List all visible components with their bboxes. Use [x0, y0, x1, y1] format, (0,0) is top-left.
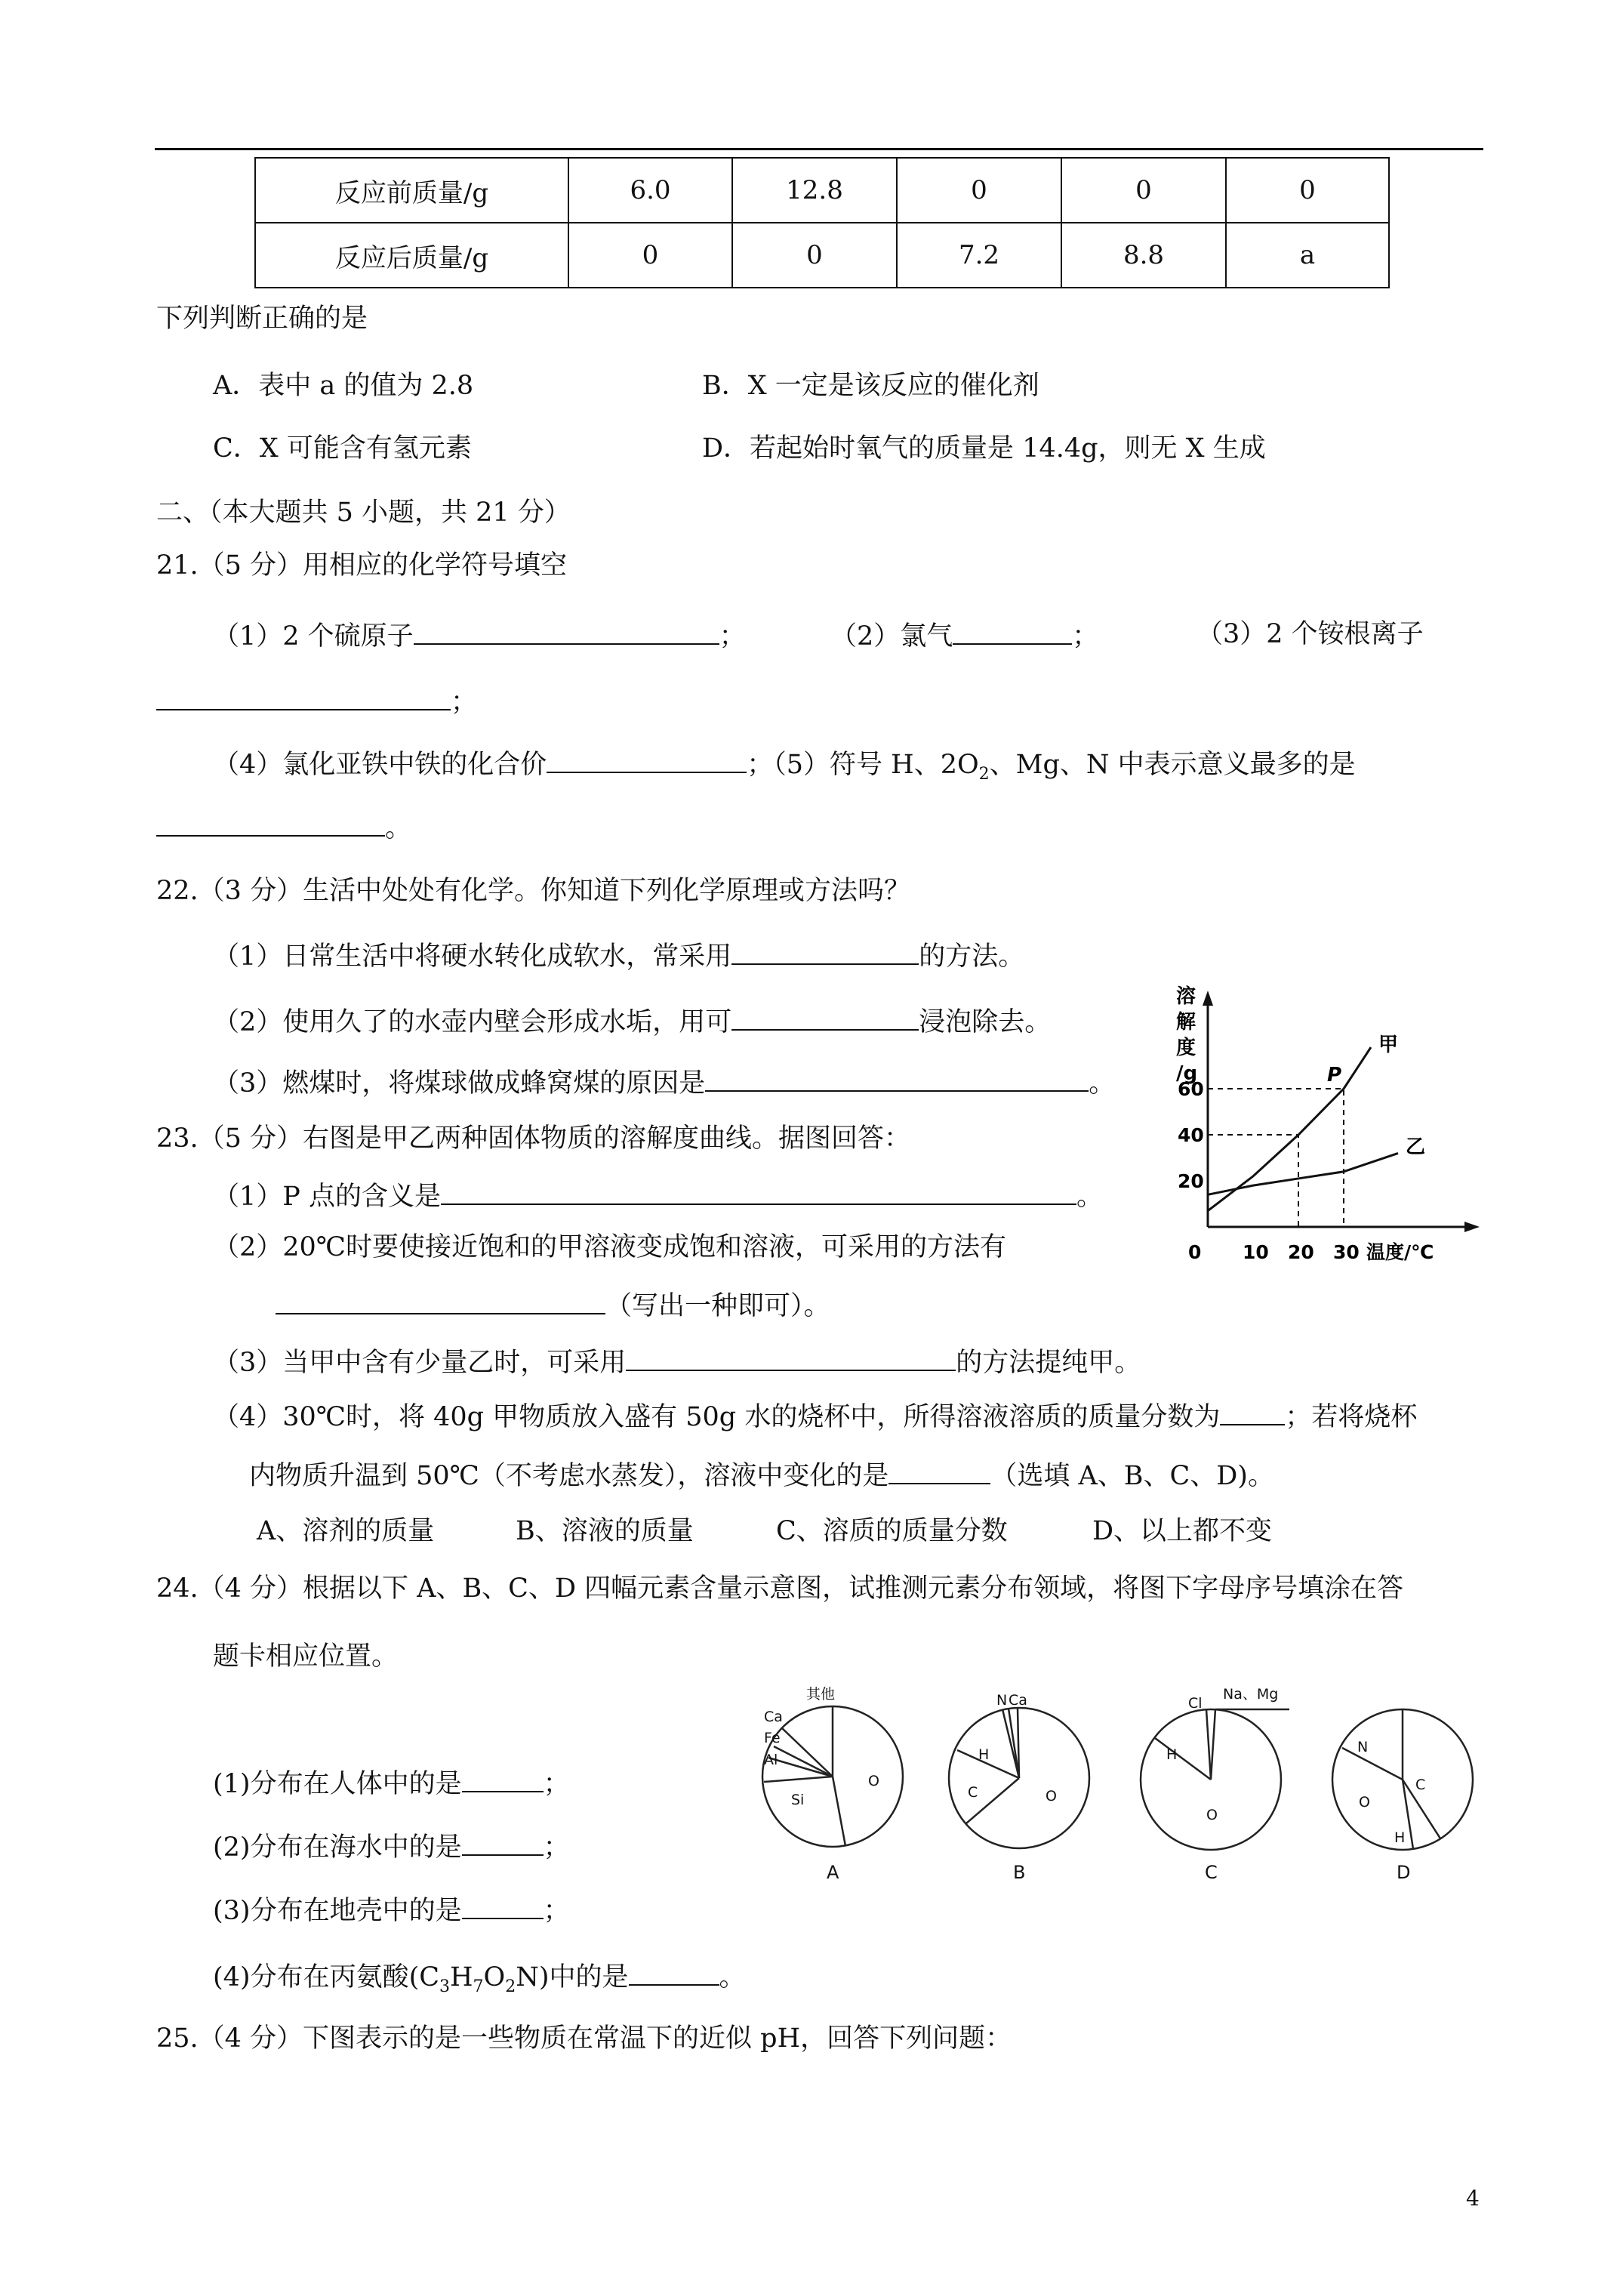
q23-part4: （4）30℃时，将 40g 甲物质放入盛有 50g 水的烧杯中，所得溶液溶质的质量分数为 [213, 1402, 1221, 1432]
pie-label: O [868, 1773, 879, 1789]
answer-blank[interactable] [276, 1287, 605, 1314]
q21-part1: （1）2 个硫原子 [213, 621, 414, 652]
q21-part5b: 、Mg、N 中表示意义最多的是 [989, 750, 1356, 780]
pie-label: C [968, 1784, 978, 1801]
q24-part4-o: O [483, 1962, 506, 1992]
answer-blank[interactable] [953, 618, 1072, 645]
series-label: 乙 [1406, 1136, 1426, 1159]
q23-part1b: 。 [1076, 1182, 1103, 1212]
q22-line2 [213, 1003, 1051, 1039]
q23-option-d: D、以上都不变 [1092, 1516, 1273, 1546]
y-axis-label: 解 [1176, 1011, 1196, 1034]
y-axis-arrow [1203, 991, 1213, 1006]
q23-line2b [276, 1287, 830, 1323]
question-stem: 下列判断正确的是 [156, 304, 368, 334]
x-axis-label: 温度/℃ [1366, 1241, 1434, 1263]
mass-table [254, 157, 1390, 288]
q22-part2b: 浸泡除去。 [919, 1007, 1052, 1037]
question-24-title: 24.（4 分）根据以下 A、B、C、D 四幅元素含量示意图，试推测元素分布领域，将图下字母序号填涂在答 [156, 1573, 1404, 1604]
pie-label: Si [791, 1792, 805, 1808]
table-cell: 0 [1226, 158, 1389, 223]
question-24-title2: 题卡相应位置。 [213, 1641, 399, 1672]
answer-blank[interactable] [414, 618, 719, 645]
pie-label: Fe [764, 1730, 781, 1746]
option-c: C．X 可能含有氢元素 [213, 433, 472, 464]
pie-label: Ca [1009, 1692, 1027, 1709]
pie-label: H [1166, 1746, 1178, 1763]
section-heading: 二、（本大题共 5 小题，共 21 分） [156, 498, 571, 528]
table-cell: 6.0 [568, 158, 732, 223]
q23-part1: （1）P 点的含义是 [213, 1182, 441, 1212]
q23-part4b: ；若将烧杯 [1285, 1402, 1418, 1432]
q24-line2 [213, 1829, 570, 1864]
q23-option-b: B、溶液的质量 [516, 1516, 694, 1546]
answer-blank[interactable] [888, 1457, 990, 1484]
q22-part1: （1）日常生活中将硬水转化成软水，常采用 [213, 942, 732, 972]
subscript: 3 [439, 1977, 451, 1996]
q23-part4d: （选填 A、B、C、D)。 [990, 1461, 1274, 1491]
q24-line3 [213, 1892, 570, 1928]
y-tick-label: 60 [1178, 1078, 1204, 1100]
answer-blank[interactable] [462, 1892, 544, 1919]
y-axis-label: /g [1176, 1062, 1198, 1085]
answer-blank[interactable] [705, 1065, 1089, 1092]
table-cell: 0 [897, 158, 1061, 223]
x-axis-arrow [1464, 1222, 1480, 1232]
answer-blank[interactable] [462, 1829, 544, 1856]
q23-line5 [249, 1457, 1274, 1493]
q21-line1b [830, 618, 1098, 653]
answer-blank[interactable] [626, 1344, 956, 1371]
solubility-chart [1155, 982, 1495, 1284]
q23-line3 [213, 1344, 1141, 1379]
q21-part5: ；（5）符号 H、2O [747, 750, 979, 780]
q21-line2 [156, 683, 477, 719]
q23-line4 [213, 1398, 1417, 1434]
punctuation: ； [1072, 621, 1099, 652]
pie-label: N [996, 1692, 1008, 1709]
q24-part4: (4)分布在丙氨酸(C [213, 1962, 440, 1992]
q21-line3 [213, 746, 1356, 791]
pie-label: N [1357, 1739, 1369, 1755]
punctuation: ； [451, 687, 478, 717]
answer-blank[interactable] [1220, 1398, 1285, 1425]
pie-label: Cl [1188, 1695, 1203, 1712]
question-21-title: 21.（5 分）用相应的化学符号填空 [156, 550, 568, 581]
punctuation: ； [543, 1769, 570, 1799]
q21-line1 [213, 618, 746, 653]
series-label: 甲 [1378, 1034, 1399, 1057]
q22-line3 [213, 1065, 1115, 1100]
pie-caption: A [827, 1862, 839, 1883]
page-number: 4 [1466, 2186, 1480, 2211]
q23-part3b: 的方法提纯甲。 [956, 1348, 1141, 1378]
q24-part1: (1)分布在人体中的是 [213, 1769, 462, 1799]
series-yi-curve [1208, 1153, 1398, 1194]
pie-label: Na、Mg [1223, 1686, 1279, 1703]
answer-blank[interactable] [441, 1178, 1076, 1205]
x-tick-label: 20 [1288, 1241, 1314, 1263]
table-cell: 12.8 [732, 158, 897, 223]
series-jia-curve [1208, 1047, 1371, 1211]
subscript: 7 [473, 1977, 484, 1996]
x-tick-label: 10 [1243, 1241, 1269, 1263]
pie-label: O [1359, 1794, 1370, 1811]
table-cell: 0 [1061, 158, 1226, 223]
pie-label: O [1206, 1807, 1218, 1823]
y-tick-label: 20 [1178, 1170, 1204, 1192]
pie-caption: C [1205, 1862, 1218, 1883]
punctuation: ； [543, 1896, 570, 1926]
answer-blank[interactable] [156, 683, 451, 710]
pie-label: C [1415, 1777, 1426, 1793]
pie-label: Ca [764, 1709, 783, 1725]
q23-part3: （3）当甲中含有少量乙时，可采用 [213, 1348, 627, 1378]
punctuation: ； [543, 1832, 570, 1863]
subscript: 2 [505, 1977, 516, 1996]
option-a: A．表中 a 的值为 2.8 [213, 371, 474, 401]
answer-blank[interactable] [156, 809, 385, 837]
table-cell: 反应后质量/g [255, 223, 568, 288]
q24-part3: (3)分布在地壳中的是 [213, 1896, 462, 1926]
q22-part2: （2）使用久了的水壶内壁会形成水垢，用可 [213, 1007, 732, 1037]
q24-part4-h: H [450, 1962, 473, 1992]
q24-line1 [213, 1765, 570, 1801]
q24-part4b: N)中的是 [516, 1962, 629, 1992]
pie-caption: D [1397, 1862, 1411, 1883]
answer-blank[interactable] [547, 746, 747, 773]
pie-label: H [978, 1746, 990, 1763]
q23-part2: （2）20℃时要使接近饱和的甲溶液变成饱和溶液，可采用的方法有 [213, 1232, 1006, 1262]
q23-part2b: （写出一种即可）。 [605, 1291, 830, 1321]
answer-blank[interactable] [462, 1765, 544, 1792]
q21-part4: （4）氯化亚铁中铁的化合价 [213, 750, 547, 780]
option-b: B．X 一定是该反应的催化剂 [702, 371, 1039, 401]
table-cell: 反应前质量/g [255, 158, 568, 223]
q22-part1b: 的方法。 [919, 942, 1025, 972]
answer-blank[interactable] [629, 1959, 719, 1986]
y-tick-label: 40 [1178, 1124, 1204, 1146]
answer-blank[interactable] [731, 1003, 919, 1031]
point-p-label: P [1327, 1064, 1342, 1086]
table-cell: 0 [732, 223, 897, 288]
subscript: 2 [978, 765, 990, 784]
q21-part2: （2）氯气 [830, 621, 953, 652]
q23-option-a: A、溶剂的质量 [257, 1516, 435, 1546]
punctuation: 。 [719, 1962, 746, 1992]
q22-part3b: 。 [1089, 1068, 1116, 1099]
question-23-title: 23.（5 分）右图是甲乙两种固体物质的溶解度曲线。据图回答： [156, 1123, 911, 1154]
table-row [255, 158, 1389, 223]
q23-option-c: C、溶质的质量分数 [776, 1516, 1008, 1546]
table-cell: a [1226, 223, 1389, 288]
q22-line1 [213, 938, 1024, 973]
q21-line4 [156, 809, 411, 845]
y-axis-label: 溶 [1176, 985, 1196, 1008]
x-tick-label: 30 [1333, 1241, 1360, 1263]
x-tick-label: 0 [1188, 1241, 1202, 1263]
table-cell: 7.2 [897, 223, 1061, 288]
table-row [255, 223, 1389, 288]
pie-caption: B [1013, 1862, 1026, 1883]
punctuation: ； [719, 621, 746, 652]
pie-label: O [1046, 1788, 1057, 1804]
q21-part3: （3）2 个铵根离子 [1196, 619, 1424, 649]
q24-line4 [213, 1959, 746, 2004]
pie-label: Al [764, 1752, 778, 1768]
answer-blank[interactable] [731, 938, 919, 965]
q23-part4c: 内物质升温到 50℃（不考虑水蒸发），溶液中变化的是 [249, 1461, 889, 1491]
element-pie-diagrams [755, 1669, 1495, 1895]
q22-part3: （3）燃煤时，将煤球做成蜂窝煤的原因是 [213, 1068, 706, 1099]
pie-label: H [1394, 1829, 1406, 1846]
table-cell: 0 [568, 223, 732, 288]
question-25-title: 25.（4 分）下图表示的是一些物质在常温下的近似 pH，回答下列问题： [156, 2023, 1012, 2054]
q24-part2: (2)分布在海水中的是 [213, 1832, 462, 1863]
chart-layer [1176, 985, 1480, 1263]
punctuation: 。 [385, 813, 412, 843]
option-d: D．若起始时氧气的质量是 14.4g，则无 X 生成 [702, 433, 1266, 464]
y-axis-label: 度 [1176, 1037, 1196, 1059]
q23-line1 [213, 1178, 1103, 1213]
table-cell: 8.8 [1061, 223, 1226, 288]
question-22-title: 22.（3 分）生活中处处有化学。你知道下列化学原理或方法吗？ [156, 876, 911, 906]
pie-label: 其他 [806, 1686, 836, 1703]
header-rule [155, 148, 1483, 150]
